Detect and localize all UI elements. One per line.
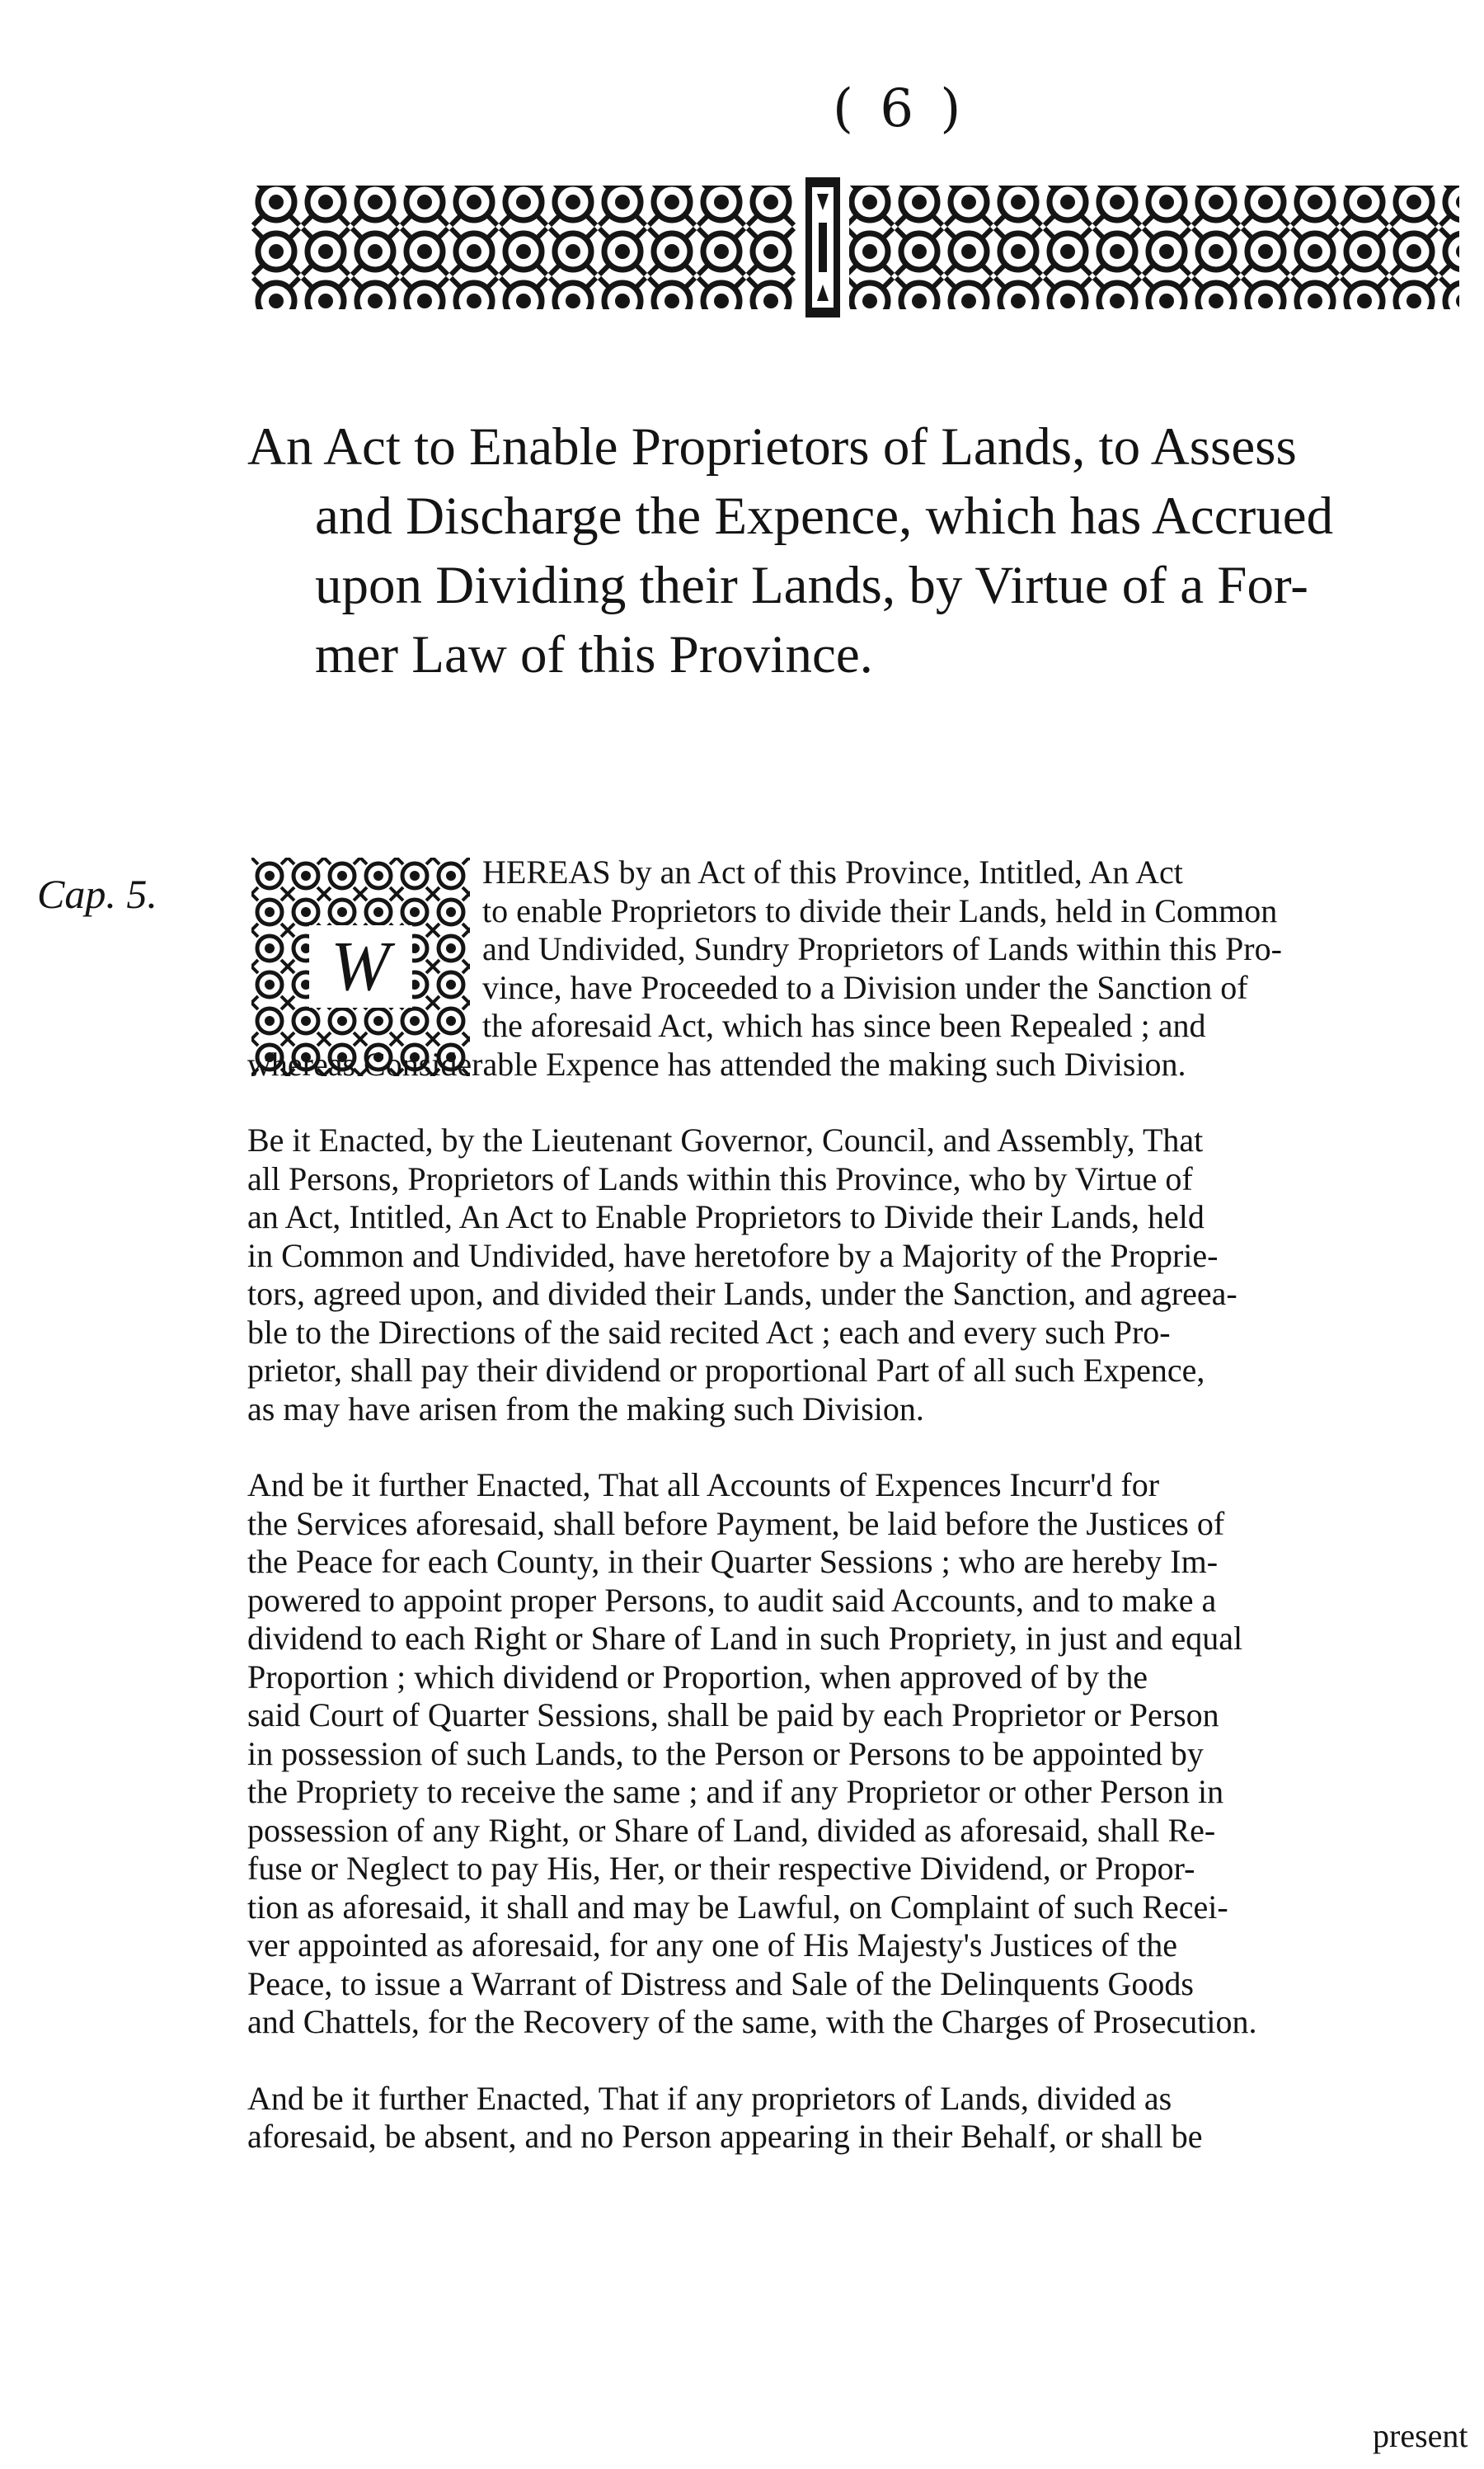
title-line: mer Law of this Province. bbox=[315, 625, 873, 684]
paragraph-enactment bbox=[247, 1122, 1459, 1428]
text-line: all Persons, Proprietors of Lands within this Province, who by Virtue of bbox=[247, 1159, 1193, 1197]
text-line: as may have arisen from the making such Division. bbox=[247, 1390, 924, 1427]
text-line: vince, have Proceeded to a Division under the Sanction of bbox=[482, 968, 1248, 1006]
text-line: And be it further Enacted, That all Accounts of Expences Incurr'd for bbox=[247, 1466, 1160, 1503]
text-line: And be it further Enacted, That if any proprietors of Lands, divided as bbox=[247, 2079, 1172, 2117]
text-line: HEREAS by an Act of this Province, Intitled, An Act bbox=[482, 854, 1183, 891]
text-line: tion as aforesaid, it shall and may be Lawful, on Complaint of such Recei- bbox=[247, 1888, 1228, 1926]
title-line: and Discharge the Expence, which has Accrued bbox=[315, 487, 1334, 546]
page-number: ( 6 ) bbox=[833, 78, 966, 139]
text-line: prietor, shall pay their dividend or proportional Part of all such Expence, bbox=[247, 1352, 1205, 1389]
text-line: fuse or Neglect to pay His, Her, or their respective Dividend, or Propor- bbox=[247, 1850, 1195, 1887]
text-line: Peace, to issue a Warrant of Distress and Sale of the Delinquents Goods bbox=[247, 1964, 1194, 2002]
title-line: upon Dividing their Lands, by Virtue of a For- bbox=[315, 556, 1308, 615]
text-line: Be it Enacted, by the Lieutenant Governor, Council, and Assembly, That bbox=[247, 1122, 1204, 1159]
text-line: and Undivided, Sundry Proprietors of Lands within this Pro- bbox=[482, 930, 1282, 967]
text-line: aforesaid, be absent, and no Person appearing in their Behalf, or shall be bbox=[247, 2118, 1203, 2155]
drop-cap-letter: W bbox=[331, 926, 390, 1005]
act-title bbox=[247, 412, 1459, 689]
paragraph-preamble bbox=[247, 854, 1459, 1084]
text-line: dividend to each Right or Share of Land in such Propriety, in just and equal bbox=[247, 1620, 1243, 1657]
text-line: and Chattels, for the Recovery of the same, with the Charges of Prosecution. bbox=[247, 2003, 1257, 2040]
text-line: the Peace for each County, in their Quarter Sessions ; who are hereby Im- bbox=[247, 1543, 1219, 1580]
text-line: ble to the Directions of the said recited Act ; each and every such Pro- bbox=[247, 1313, 1171, 1351]
act-body bbox=[247, 854, 1459, 2156]
ornament-band bbox=[251, 177, 1459, 317]
text-line: the Propriety to receive the same ; and if any Proprietor or other Person in bbox=[247, 1773, 1224, 1810]
text-line: whereas Considerable Expence has attended the making such Division. bbox=[247, 1045, 1186, 1083]
paragraph-accounts bbox=[247, 1466, 1459, 2042]
text-line: in possession of such Lands, to the Person or Persons to be appointed by bbox=[247, 1734, 1204, 1772]
text-line: powered to appoint proper Persons, to audit said Accounts, and to make a bbox=[247, 1581, 1217, 1619]
text-line: the aforesaid Act, which has since been Repealed ; and bbox=[482, 1007, 1206, 1044]
text-line: Proportion ; which dividend or Proportion, when approved of by the bbox=[247, 1658, 1148, 1695]
title-line: An Act to Enable Proprietors of Lands, to Assess bbox=[247, 417, 1297, 477]
text-line: to enable Proprietors to divide their Lands, held in Common bbox=[482, 891, 1278, 929]
text-line: an Act, Intitled, An Act to Enable Proprietors to Divide their Lands, held bbox=[247, 1198, 1205, 1235]
text-line: possession of any Right, or Share of Land, divided as aforesaid, shall Re- bbox=[247, 1811, 1216, 1849]
catchword: present bbox=[1373, 2417, 1468, 2454]
marginal-note: Cap. 5. bbox=[37, 871, 157, 917]
text-line: said Court of Quarter Sessions, shall be paid by each Proprietor or Person bbox=[247, 1696, 1219, 1733]
paragraph-absent-proprietors bbox=[247, 2080, 1459, 2156]
text-line: tors, agreed upon, and divided their Lands, under the Sanction, and agreea- bbox=[247, 1275, 1237, 1312]
text-line: ver appointed as aforesaid, for any one of His Majesty's Justices of the bbox=[247, 1926, 1178, 1963]
text-line: in Common and Undivided, have heretofore by a Majority of the Proprie- bbox=[247, 1236, 1219, 1274]
text-line: the Services aforesaid, shall before Payment, be laid before the Justices of bbox=[247, 1504, 1225, 1542]
